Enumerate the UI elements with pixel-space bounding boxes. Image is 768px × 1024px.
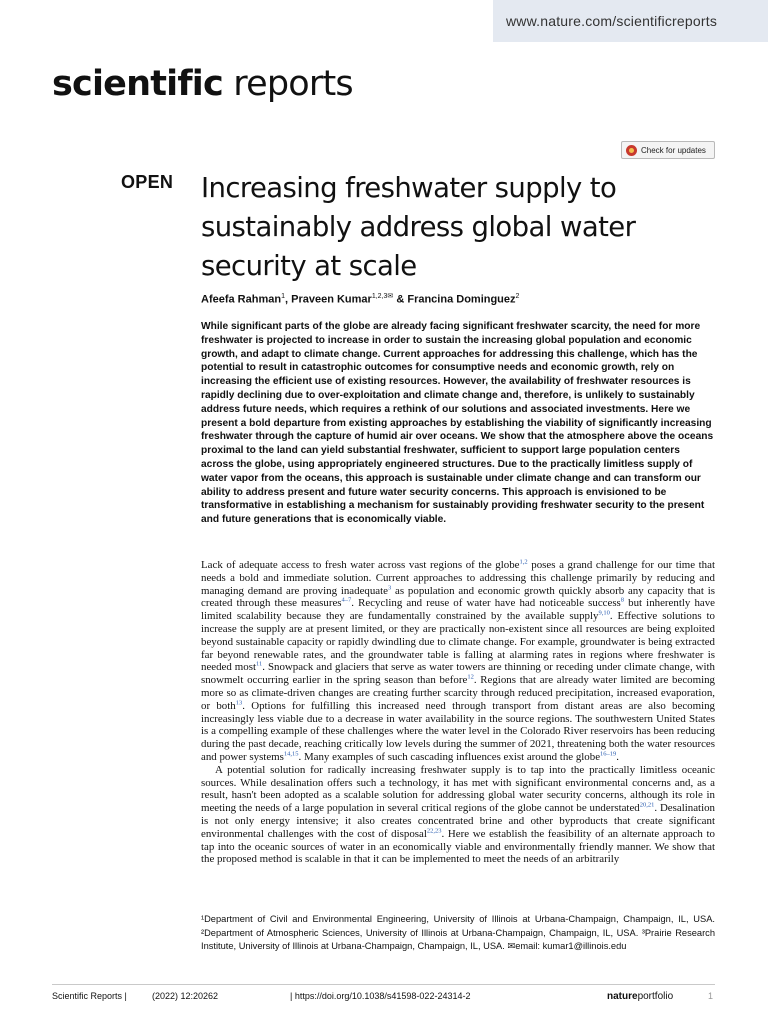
affiliations: ¹Department of Civil and Environmental Engineering, University of Illinois at Urbana-Champaign, Champaign, IL, USA. ²Department of Atmospheric Sciences, University of Illinois at Urbana-Champaign, Champaign, IL, USA. ³Prairie Research Institute, University of Illinois at Urbana-Champaign, Champaign, IL, USA. ✉email: kumar1@illinois.edu bbox=[201, 914, 715, 951]
citation-link[interactable]: 12 bbox=[467, 673, 474, 681]
author-name[interactable]: Afeefa Rahman bbox=[201, 293, 282, 306]
footer-volume: (2022) 12:20262 bbox=[152, 991, 219, 1001]
citation-link[interactable]: 13 bbox=[235, 699, 243, 707]
footer-journal: Scientific Reports | bbox=[52, 991, 127, 1001]
body-text-span: . Options for fulfilling this increased need through transport from distant areas are also becoming increasingly less viable due to a decrease in water availability in the source regions. The southwestern United States is a compelling example of these challenges where the water level in the Colorado River reservoirs has been reducing during the past decade, reaching critically low levels during the summer of 2021, threatening both the water resources and power systems bbox=[201, 699, 715, 763]
body-text-span: A potential solution for radically increasing freshwater supply is to tap into the practically limitless oceanic sources. While desalination offers such a technology, it has met with significant environmental concerns and, as a result, hasn't been adopted as a scalable solution for addressing global water security concerns, although its role in meeting the needs of a large population in several critical regions of the globe cannot be understated bbox=[201, 763, 715, 815]
page-number: 1 bbox=[708, 991, 714, 1001]
citation-link[interactable]: 4–7 bbox=[341, 596, 352, 604]
article-body bbox=[201, 559, 715, 866]
body-paragraph bbox=[201, 764, 715, 866]
author-separator: , bbox=[284, 293, 292, 306]
body-text-span: Lack of adequate access to fresh water across vast regions of the globe bbox=[201, 559, 520, 571]
body-text-span: as population and economic growth quickly absorb any capacity that is created through these measures bbox=[201, 584, 715, 610]
body-text-span: . Many examples of such cascading influences exist around the globe bbox=[298, 750, 601, 763]
author-separator: & bbox=[393, 293, 408, 306]
author-affiliation-ref: 1 bbox=[281, 293, 285, 300]
body-text-span: but inherently have limited scalability because they are fundamentally constrained by the available supply bbox=[201, 597, 715, 623]
journal-logo bbox=[52, 64, 353, 104]
body-text-span: . Regions that are already water limited are becoming more so as climate-driven changes are creating further scarcity through reduced precipitation, increased evaporation, or both bbox=[201, 674, 716, 712]
author-list bbox=[201, 292, 519, 306]
article-title: Increasing freshwater supply to sustainably address global water security at scale bbox=[201, 172, 636, 282]
check-for-updates-label: Check for updates bbox=[641, 145, 706, 155]
citation-link[interactable]: 14,15 bbox=[283, 750, 299, 758]
body-paragraph bbox=[201, 559, 715, 764]
nature-portfolio-logo bbox=[607, 991, 673, 1002]
body-text-span: . bbox=[616, 750, 620, 763]
author-affiliation-ref: 1,2,3 bbox=[371, 293, 388, 300]
journal-logo-light: reports bbox=[233, 64, 353, 104]
body-text-span: . Desalination is not only energy intensive; it also creates concentrated brine and other byproducts that create significant environmental challenges with the cost of disposal bbox=[201, 802, 715, 840]
citation-link[interactable]: 8 bbox=[620, 596, 625, 604]
journal-url-link[interactable]: www.nature.com/scientificreports bbox=[506, 13, 718, 29]
body-text-span: poses a grand challenge for our time that needs a bold and immediate solution. Current approaches to addressing this challenge primarily by reducing and managing demand are proving inadequate bbox=[201, 559, 715, 597]
citation-link[interactable]: 22,23 bbox=[426, 827, 442, 835]
footer-doi-link[interactable]: | https://doi.org/10.1038/s41598-022-24314-2 bbox=[290, 991, 471, 1001]
author-affiliation-ref: 2 bbox=[515, 293, 520, 300]
body-text-span: . Recycling and reuse of water have had noticeable success bbox=[351, 597, 621, 610]
citation-link[interactable]: 3 bbox=[388, 583, 392, 591]
brand-bold: nature bbox=[607, 991, 638, 1002]
body-text-span: . Effective solutions to increase the supply are at present limited, or they are practically non-existent since all resources are being exploited beyond sustainable capacity or rapidly dwindling due to climate change. For example, groundwater is being extracted far beyond renewable rates, and the groundwater table is falling at alarming rates in regions where freshwater is needed most bbox=[201, 610, 716, 674]
body-text-span: . Here we establish the feasibility of an alternate approach to tap into the oceanic sources of water in an economically viable and environmentally friendly manner. We show that the proposed method is scalable in that it can be implemented to meet the needs of an arbitrarily bbox=[201, 827, 715, 866]
crossmark-icon bbox=[626, 145, 637, 156]
journal-logo-bold: scientific bbox=[52, 64, 223, 104]
citation-link[interactable]: 9,10 bbox=[598, 609, 610, 617]
check-for-updates-button[interactable] bbox=[621, 141, 715, 159]
footer-divider bbox=[52, 984, 715, 985]
author-name[interactable]: Praveen Kumar bbox=[291, 293, 372, 306]
body-text-span: . Snowpack and glaciers that serve as water towers are thinning or receding under climate change, with snowmelt occurring earlier in the spring season than before bbox=[201, 661, 715, 687]
citation-link[interactable]: 11 bbox=[256, 660, 263, 668]
email-icon[interactable]: ✉ bbox=[387, 293, 394, 300]
citation-link[interactable]: 20,21 bbox=[639, 801, 655, 809]
brand-light: portfolio bbox=[637, 991, 674, 1002]
abstract: While significant parts of the globe are already facing significant freshwater scarcity, the need for more freshwater is projected to increase in order to sustain the increasing global population and economic growth, and adapt to climate change. Current approaches for addressing this challenge, which has the potential to result in catastrophic outcomes for consumptive needs and economic growth, rely on increasing the efficient use of existing resources. However, the availability of freshwater resources is rapidly declining due to over-exploitation and climate change and, therefore, is unlikely to sustainably address future needs, which requires a rethink of our solutions and associated investments. Here we present a bold departure from existing approaches by establishing the viability of significantly increasing freshwater through the capture of humid air over oceans. We show that the atmosphere above the oceans proximal to the land can yield substantial freshwater, sufficient to support large population centers across the globe, using appropriately engineered structures. Due to the practically limitless supply of water vapor from the oceans, this approach is sustainable under climate change and can transform our ability to address present and future water security concerns. This approach is envisioned to be transformative in establishing a mechanism for sustainably providing freshwater security to the present and future generations that is economically viable. bbox=[201, 321, 714, 526]
citation-link[interactable]: 1,2 bbox=[519, 558, 528, 566]
author-name[interactable]: Francina Dominguez bbox=[407, 293, 516, 306]
citation-link[interactable]: 16–19 bbox=[600, 750, 617, 758]
open-access-badge: OPEN bbox=[121, 172, 174, 192]
